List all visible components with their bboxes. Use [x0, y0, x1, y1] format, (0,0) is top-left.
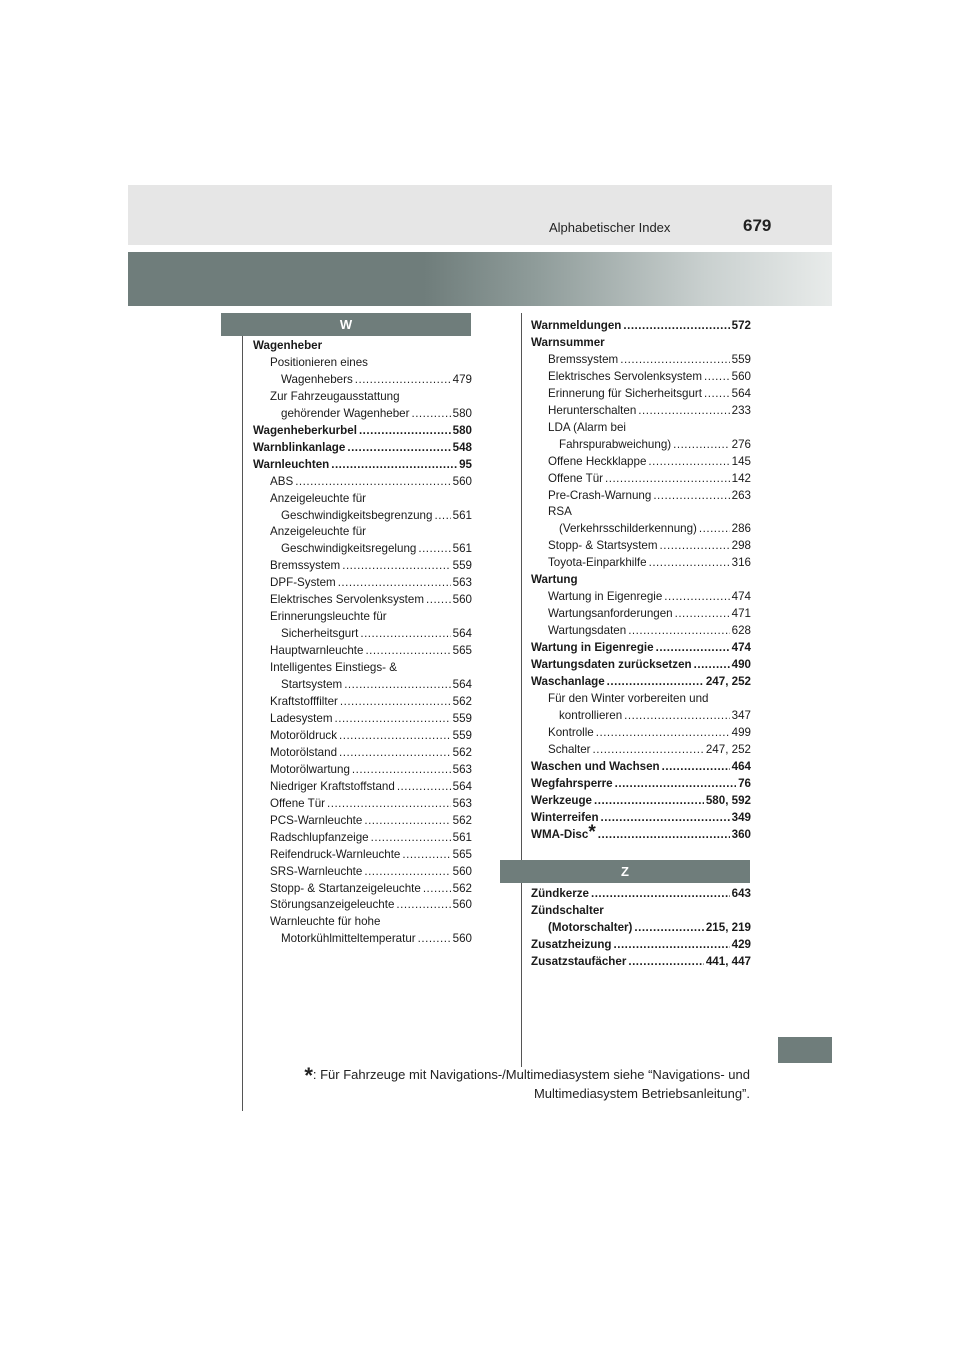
entry-page-ref: 286: [731, 522, 751, 536]
entry-term: RSA: [548, 505, 572, 519]
entry-page-ref: 215, 219: [705, 920, 751, 934]
entry-term: Erinnerungsleuchte für: [270, 610, 387, 624]
dot-leader: [699, 521, 730, 538]
entry-page-ref: 142: [731, 471, 751, 485]
entry-term: Warnleuchten: [253, 457, 330, 471]
index-entry: [253, 457, 472, 474]
entry-term: Wartungsdaten: [548, 624, 627, 638]
entry-term: Startsystem: [281, 678, 343, 692]
entry-term: Wartung: [531, 573, 578, 587]
entry-page-ref: 499: [731, 725, 751, 739]
entry-page-ref: 564: [731, 386, 751, 400]
entry-page-ref: 429: [731, 937, 751, 951]
index-entry: [253, 745, 472, 762]
index-entry: [531, 903, 751, 920]
entry-term: Stopp- & Startsystem: [548, 539, 658, 553]
index-entry: [253, 558, 472, 575]
index-entry: [531, 538, 751, 555]
index-entry: [531, 454, 751, 471]
dot-leader: [365, 643, 450, 660]
entry-term: Waschanlage: [531, 675, 605, 689]
entry-term: (Motorschalter): [548, 920, 633, 934]
entry-term: Motorölstand: [270, 745, 338, 759]
index-entry: [531, 657, 751, 674]
entry-page-ref: 562: [452, 745, 472, 759]
index-entry: [253, 355, 472, 372]
index-entry: [253, 592, 472, 609]
dot-leader: [360, 626, 450, 643]
entry-term: LDA (Alarm bei: [548, 420, 626, 434]
entry-page-ref: 76: [738, 776, 751, 790]
entry-term: Niedriger Kraftstoffstand: [270, 779, 395, 793]
index-entry: [253, 440, 472, 457]
entry-page-ref: 563: [452, 576, 472, 590]
index-entry: [531, 606, 751, 623]
dot-leader: [411, 406, 450, 423]
dot-leader: [660, 538, 730, 555]
dot-leader: [607, 674, 704, 691]
index-entry: [531, 708, 751, 725]
entry-term: Wartung in Eigenregie: [531, 641, 654, 655]
index-entry: [531, 369, 751, 386]
entry-page-ref: 247, 252: [705, 742, 751, 756]
entry-page-ref: 347: [731, 708, 751, 722]
dot-leader: [335, 711, 451, 728]
entry-page-ref: 565: [452, 644, 472, 658]
index-entry: [253, 389, 472, 406]
entry-page-ref: 560: [452, 593, 472, 607]
dot-leader: [704, 386, 730, 403]
dot-leader: [397, 779, 451, 796]
entry-page-ref: 471: [731, 607, 751, 621]
entry-page-ref: 643: [731, 887, 751, 900]
dot-leader: [694, 657, 730, 674]
entry-page-ref: 562: [452, 695, 472, 709]
entry-term: Geschwindigkeitsbegrenzung: [281, 508, 433, 522]
index-entry: [253, 847, 472, 864]
index-entry: [531, 821, 751, 844]
index-entry: [253, 728, 472, 745]
index-entry: [253, 575, 472, 592]
index-entry: [531, 335, 751, 352]
header-gradient-band: [128, 252, 832, 306]
entry-term: Erinnerung für Sicherheitsgurt: [548, 386, 703, 400]
dot-leader: [593, 742, 704, 759]
index-entry: [531, 742, 751, 759]
dot-leader: [605, 471, 730, 488]
entry-term: Anzeigeleuchte für: [270, 491, 367, 505]
page-number: 679: [743, 216, 772, 235]
dot-leader: [675, 606, 730, 623]
entry-page-ref: 563: [452, 762, 472, 776]
dot-leader: [355, 372, 451, 389]
entry-page-ref: 559: [452, 728, 472, 742]
column-divider-left: [242, 313, 243, 1111]
index-entry: [531, 623, 751, 640]
index-entry: [531, 920, 751, 937]
dot-leader: [340, 694, 451, 711]
entry-page-ref: 559: [452, 711, 472, 725]
entry-page-ref: 580: [452, 406, 472, 420]
dot-leader: [331, 457, 457, 474]
entry-page-ref: 464: [731, 759, 751, 773]
entry-page-ref: 490: [731, 658, 751, 672]
entry-page-ref: 316: [731, 556, 751, 570]
index-entry: [531, 954, 751, 971]
dot-leader: [347, 440, 450, 457]
entry-term: Hauptwarnleuchte: [270, 644, 364, 658]
chapter-thumb-tab: [778, 1037, 832, 1063]
footnote-line-1: : Für Fahrzeuge mit Navigations-/Multimediasystem siehe “Navigations- und: [312, 1067, 750, 1082]
index-entry: [253, 338, 472, 355]
entry-page-ref: 561: [452, 542, 472, 556]
index-entry: [253, 762, 472, 779]
index-entry: [253, 609, 472, 626]
entry-term: Wartung in Eigenregie: [548, 590, 663, 604]
entry-term: Zündschalter: [531, 903, 604, 917]
entry-page-ref: 560: [731, 369, 751, 383]
index-entry: [531, 589, 751, 606]
index-entry: [531, 759, 751, 776]
entry-term: Bremssystem: [270, 559, 341, 573]
dot-leader: [396, 897, 450, 914]
dot-leader: [614, 937, 730, 954]
dot-leader: [352, 762, 451, 779]
entry-term: Warnleuchte für hohe: [270, 915, 381, 929]
entry-page-ref: 563: [452, 796, 472, 810]
entry-page-ref: 360: [731, 827, 751, 841]
letter-heading-w: W: [221, 313, 471, 336]
dot-leader: [371, 830, 451, 847]
entry-term: DPF-System: [270, 576, 336, 590]
entry-page-ref: 441, 447: [705, 954, 751, 968]
dot-leader: [638, 403, 729, 420]
index-entry: [531, 437, 751, 454]
section-title: Alphabetischer Index: [549, 220, 671, 235]
dot-leader: [339, 745, 451, 762]
letter-heading-z: Z: [500, 860, 750, 883]
entry-term: Warnmeldungen: [531, 319, 622, 332]
entry-term: Ladesystem: [270, 711, 333, 725]
dot-leader: [591, 886, 730, 903]
index-entry: [531, 776, 751, 793]
index-entry: [531, 572, 751, 589]
index-entry: [531, 352, 751, 369]
entry-term: Zur Fahrzeugausstattung: [270, 389, 400, 403]
entry-term: Winterreifen: [531, 810, 599, 824]
dot-leader: [624, 708, 730, 725]
index-entry: [531, 691, 751, 708]
entry-term: Warnsummer: [531, 335, 605, 349]
entry-term: Wegfahrsperre: [531, 776, 613, 790]
dot-leader: [402, 847, 450, 864]
index-entry: [253, 897, 472, 914]
entry-page-ref: 559: [452, 559, 472, 573]
entry-term: Motoröldruck: [270, 728, 338, 742]
index-entry: [253, 626, 472, 643]
entry-page-ref: 479: [452, 372, 472, 386]
entry-term: Elektrisches Servolenksystem: [548, 369, 702, 383]
dot-leader: [594, 793, 704, 810]
entry-page-ref: 95: [459, 457, 472, 471]
entry-term: Bremssystem: [548, 352, 619, 366]
dot-leader: [418, 931, 451, 948]
entry-page-ref: 580: [452, 423, 472, 437]
entry-term: Offene Heckklappe: [548, 454, 647, 468]
page-header: [128, 185, 832, 245]
dot-leader: [648, 454, 729, 471]
dot-leader: [418, 541, 450, 558]
index-entry: [531, 886, 751, 903]
index-entry: [253, 796, 472, 813]
entry-page-ref: 562: [452, 881, 472, 895]
entry-term: ABS: [270, 474, 294, 488]
entry-page-ref: 561: [452, 508, 472, 522]
entry-term: kontrollieren: [559, 708, 623, 722]
index-entry: [531, 504, 751, 521]
dot-leader: [653, 488, 729, 505]
index-entry: [253, 677, 472, 694]
entry-page-ref: 560: [452, 864, 472, 878]
entry-page-ref: 580, 592: [705, 793, 751, 807]
entry-term: Elektrisches Servolenksystem: [270, 593, 424, 607]
entry-page-ref: 548: [452, 440, 472, 454]
index-column-right-z: [531, 886, 751, 971]
dot-leader: [634, 920, 703, 937]
index-entry: [253, 491, 472, 508]
entry-term: (Verkehrsschilderkennung): [559, 522, 697, 536]
index-entry: [531, 403, 751, 420]
entry-term: Anzeigeleuchte für: [270, 525, 367, 539]
entry-term: Motorkühlmitteltemperatur: [281, 932, 416, 946]
index-entry: [531, 386, 751, 403]
dot-leader: [673, 437, 730, 454]
index-entry: [531, 488, 751, 505]
dot-leader: [364, 813, 450, 830]
entry-page-ref: 276: [731, 437, 751, 451]
entry-page-ref: 564: [452, 779, 472, 793]
dot-leader: [598, 827, 730, 844]
entry-term: Motorölwartung: [270, 762, 350, 776]
entry-page-ref: 564: [452, 627, 472, 641]
dot-leader: [342, 558, 450, 575]
entry-term: Radschlupfanzeige: [270, 830, 369, 844]
entry-term: Wartungsdaten zurücksetzen: [531, 658, 692, 672]
index-entry: [253, 541, 472, 558]
dot-leader: [327, 796, 451, 813]
entry-term: Pre-Crash-Warnung: [548, 488, 652, 502]
entry-page-ref: 560: [452, 474, 472, 488]
footnote-marker-ref: *: [588, 821, 596, 843]
entry-page-ref: 349: [731, 810, 751, 824]
entry-page-ref: 145: [731, 454, 751, 468]
index-entry: [531, 810, 751, 827]
index-entry: [253, 864, 472, 881]
entry-term: Reifendruck-Warnleuchte: [270, 847, 401, 861]
dot-leader: [339, 728, 451, 745]
entry-term: Kontrolle: [548, 725, 594, 739]
index-column-left: [253, 338, 472, 948]
index-entry: [253, 694, 472, 711]
dot-leader: [615, 776, 736, 793]
entry-term: Stopp- & Startanzeigeleuchte: [270, 881, 421, 895]
index-entry: [253, 813, 472, 830]
entry-term: gehörender Wagenheber: [281, 406, 410, 420]
entry-term: Fahrspurabweichung): [559, 437, 672, 451]
entry-term: Zusatzheizung: [531, 937, 612, 951]
index-entry: [531, 318, 751, 335]
index-entry: [531, 937, 751, 954]
index-entry: [531, 725, 751, 742]
dot-leader: [359, 423, 451, 440]
entry-page-ref: 559: [731, 352, 751, 366]
index-entry: [253, 830, 472, 847]
entry-term: Wartungsanforderungen: [548, 607, 673, 621]
entry-term: SRS-Warnleuchte: [270, 864, 363, 878]
index-entry: [531, 793, 751, 810]
dot-leader: [662, 759, 730, 776]
entry-term: Sicherheitsgurt: [281, 627, 359, 641]
dot-leader: [434, 508, 450, 525]
index-entry: [253, 524, 472, 541]
entry-term: Wagenheberkurbel: [253, 423, 357, 437]
column-divider-middle: [521, 313, 522, 1067]
entry-page-ref: 628: [731, 624, 751, 638]
entry-page-ref: 564: [452, 678, 472, 692]
entry-page-ref: 247, 252: [705, 675, 751, 689]
entry-page-ref: 233: [731, 403, 751, 417]
dot-leader: [623, 318, 729, 335]
entry-term: Wagenhebers: [281, 372, 353, 386]
dot-leader: [664, 589, 729, 606]
footnote-line-2: Multimediasystem Betriebsanleitung”.: [533, 1086, 750, 1101]
entry-page-ref: 474: [731, 590, 751, 604]
index-entry: [253, 423, 472, 440]
entry-term: Zusatzstaufächer: [531, 954, 627, 968]
index-entry: [253, 372, 472, 389]
entry-term: Herunterschalten: [548, 403, 637, 417]
entry-term: Offene Tür: [548, 471, 603, 485]
dot-leader: [338, 575, 451, 592]
entry-term: Positionieren eines: [270, 355, 368, 369]
index-entry: [253, 711, 472, 728]
dot-leader: [295, 474, 450, 491]
index-entry: [253, 660, 472, 677]
index-entry: [253, 508, 472, 525]
entry-page-ref: 474: [731, 641, 751, 655]
entry-term: Schalter: [548, 742, 591, 756]
entry-page-ref: 562: [452, 813, 472, 827]
entry-term: Toyota-Einparkhilfe: [548, 556, 647, 570]
footnote-marker: *: [304, 1063, 313, 1088]
index-entry: [253, 881, 472, 898]
index-entry: [253, 474, 472, 491]
entry-term: Geschwindigkeitsregelung: [281, 542, 417, 556]
dot-leader: [656, 640, 730, 657]
dot-leader: [649, 555, 730, 572]
entry-term: Warnblinkanlage: [253, 440, 346, 454]
entry-page-ref: 560: [452, 898, 472, 912]
entry-term: Offene Tür: [270, 796, 325, 810]
index-column-right-w: [531, 318, 751, 844]
entry-term: Waschen und Wachsen: [531, 759, 660, 773]
entry-term: WMA-Disc: [531, 827, 589, 841]
footnote: [280, 1063, 750, 1103]
index-entry: [253, 779, 472, 796]
dot-leader: [423, 881, 451, 898]
dot-leader: [426, 592, 451, 609]
entry-term: Störungsanzeigeleuchte: [270, 898, 395, 912]
index-entry: [531, 521, 751, 538]
entry-page-ref: 561: [452, 830, 472, 844]
index-entry: [253, 931, 472, 948]
index-entry: [531, 640, 751, 657]
entry-term: Wagenheber: [253, 339, 323, 352]
dot-leader: [601, 810, 730, 827]
index-entry: [253, 406, 472, 423]
entry-page-ref: 560: [452, 932, 472, 946]
index-entry: [531, 555, 751, 572]
entry-term: Für den Winter vorbereiten und: [548, 691, 709, 705]
dot-leader: [596, 725, 730, 742]
entry-term: Werkzeuge: [531, 793, 592, 807]
entry-page-ref: 565: [452, 847, 472, 861]
dot-leader: [620, 352, 729, 369]
entry-page-ref: 298: [731, 539, 751, 553]
dot-leader: [628, 954, 704, 971]
index-entry: [531, 674, 751, 691]
entry-term: PCS-Warnleuchte: [270, 813, 363, 827]
entry-page-ref: 263: [731, 488, 751, 502]
dot-leader: [628, 623, 729, 640]
index-entry: [531, 420, 751, 437]
entry-term: Zündkerze: [531, 887, 589, 900]
dot-leader: [344, 677, 450, 694]
index-entry: [253, 643, 472, 660]
entry-term: Kraftstofffilter: [270, 695, 338, 709]
dot-leader: [704, 369, 730, 386]
entry-page-ref: 572: [731, 319, 751, 332]
index-entry: [253, 914, 472, 931]
dot-leader: [364, 864, 450, 881]
entry-term: Intelligentes Einstiegs- &: [270, 661, 397, 675]
index-entry: [531, 471, 751, 488]
